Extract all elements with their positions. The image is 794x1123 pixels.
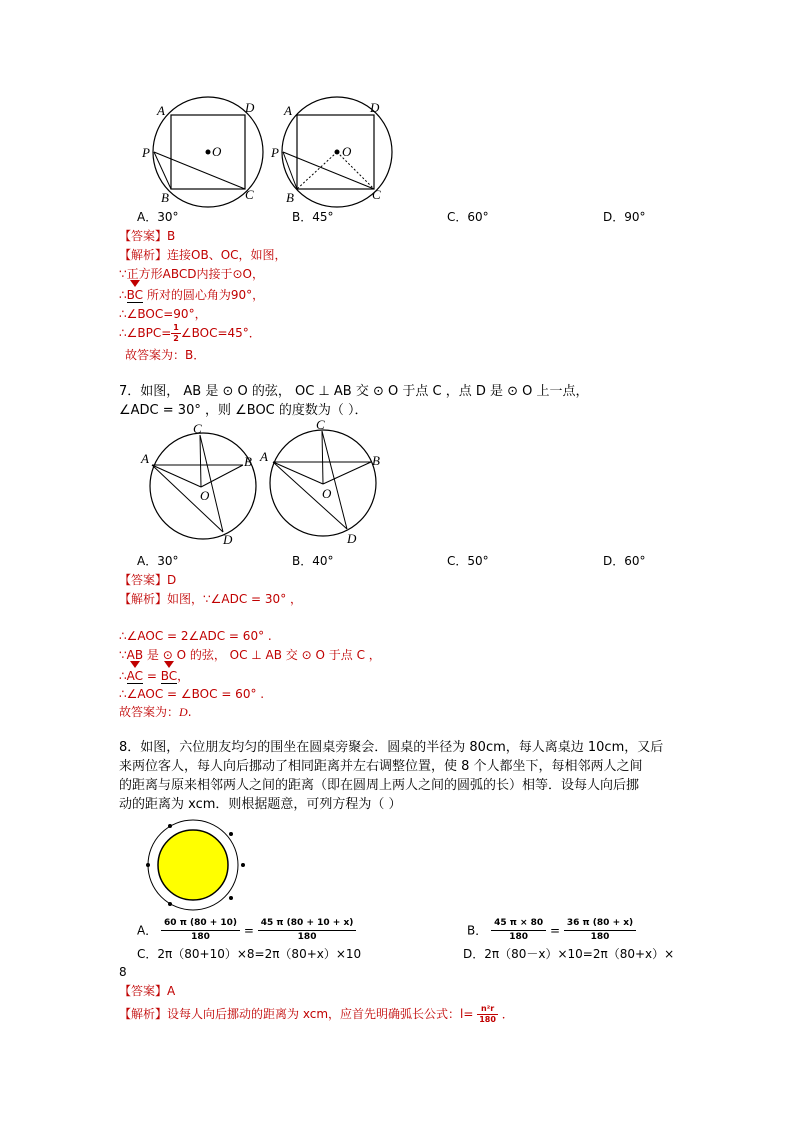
q7-figures xyxy=(138,420,388,550)
seat-dot xyxy=(168,902,172,906)
q7-analysis-line-3: ∵AB 是 ⊙ O 的弦， OC ⊥ AB 交 ⊙ O 于点 C ， xyxy=(119,648,381,662)
label-p: P xyxy=(271,145,279,160)
q6-figures xyxy=(135,95,405,215)
q7-option-b: B．40° xyxy=(292,554,334,568)
q6-analysis-line-5: ∴∠BPC= $\frac{1}{2}$ ∠BOC=45°． xyxy=(119,323,261,343)
analysis-tag: 【解析】 xyxy=(119,248,168,262)
analysis-tag: 【解析】 xyxy=(119,592,168,606)
q8-answer-line xyxy=(119,983,175,999)
q8-option-d-wrap: 8 xyxy=(119,965,127,979)
label-d: D xyxy=(347,531,357,546)
label-o: O xyxy=(322,486,332,501)
segment-ob xyxy=(323,462,371,484)
segment-cd xyxy=(322,431,347,529)
chord-pc xyxy=(154,152,245,189)
seat-dot xyxy=(229,832,233,836)
label-b: B xyxy=(372,453,380,468)
round-table xyxy=(158,830,228,900)
label-d: D xyxy=(370,100,380,115)
label-d: D xyxy=(245,100,255,115)
q7-analysis-line-5: ∴∠AOC = ∠BOC = 60° . xyxy=(119,687,265,701)
arc-length-formula: $\frac{\text{n²r}}{180}$ xyxy=(479,1004,496,1024)
seat-dot xyxy=(229,896,233,900)
q8-option-b: B． $\frac{45 \pi \times 80}{180}$ = $\frac{36 \pi (80 + x)}{180}$ xyxy=(467,917,636,944)
q6-option-a: A．30° xyxy=(137,210,179,224)
fraction: $\frac{36 \pi (80 + x)}{180}$ xyxy=(564,917,636,944)
q7-option-a: A．30° xyxy=(137,554,179,568)
q8-option-a: A． $\frac{60 \pi (80 + 10)}{180}$ = $\frac{45 \pi (80 + 10 + x)}{180}$ xyxy=(137,917,356,944)
q8-stem-line-3: 的距离与原来相邻两人之间的距离（即在圆周上两人之间的圆弧的长）相等．设每人向后挪 xyxy=(119,778,640,793)
q7-option-d: D．60° xyxy=(603,554,646,568)
segment-oc xyxy=(200,435,201,487)
label-p: P xyxy=(142,145,150,160)
segment-ao xyxy=(273,462,323,484)
q8-stem-line-2: 来两位客人，每人向后挪动了相同距离并左右调整位置，使 8 个人都坐下，每相邻两人之间 xyxy=(119,759,643,774)
fraction: $\frac{45 \pi (80 + 10 + x)}{180}$ xyxy=(258,917,357,944)
q8-analysis-line-1: 【解析】设每人向后挪动的距离为 xcm，应首先明确弧长公式：l= $\frac{\text{n²r}}{180}$ ． xyxy=(119,1004,514,1024)
label-a: A xyxy=(260,449,268,464)
label-o: O xyxy=(200,488,210,503)
segment-ob xyxy=(297,152,337,189)
center-dot xyxy=(335,150,340,155)
segment-ad xyxy=(152,465,223,532)
answer-tag: 【答案】 xyxy=(119,229,168,243)
q7-analysis-line-6: 故答案为：D. xyxy=(119,705,192,719)
answer-value: A xyxy=(167,984,176,998)
seat-dot xyxy=(168,824,172,828)
q8-figure xyxy=(138,815,248,915)
label-d: D xyxy=(223,532,233,547)
q6-figure-2 xyxy=(270,97,392,207)
label-c: C xyxy=(245,187,254,202)
q8-stem-line-4: 动的距离为 xcm．则根据题意，可列方程为（ ） xyxy=(119,797,402,812)
segment-ao xyxy=(152,465,201,487)
answer-tag: 【答案】 xyxy=(119,573,168,587)
q7-answer-line xyxy=(119,572,176,588)
arc-bc: BC xyxy=(160,669,178,683)
q8-option-c: C．2π（80+10）×8=2π（80+x）×10 xyxy=(137,947,362,961)
seat-dot xyxy=(146,863,150,867)
segment-cd xyxy=(200,435,223,532)
center-dot xyxy=(206,150,211,155)
q6-analysis-line-4: ∴∠BOC=90°， xyxy=(119,307,207,321)
arc-ac: AC xyxy=(126,669,144,683)
segment-oc xyxy=(322,431,323,484)
q6-option-c: C．60° xyxy=(447,210,489,224)
answer-value: D xyxy=(167,573,177,587)
label-a: A xyxy=(141,451,149,466)
q7-stem-line-2: ∠ADC = 30° ，则 ∠BOC 的度数为（ ）． xyxy=(119,403,368,418)
label-a: A xyxy=(157,103,165,118)
q7-analysis-line-2: ∴∠AOC = 2∠ADC = 60° . xyxy=(119,629,272,643)
q7-stem-line-1: 7．如图， AB 是 ⊙ O 的弦， OC ⊥ AB 交 ⊙ O 于点 C ，点 D 是 ⊙ O 上一点， xyxy=(119,384,589,399)
q7-figure-2 xyxy=(259,420,380,546)
arc-bc: BC xyxy=(126,288,144,302)
label-b: B xyxy=(244,454,252,469)
q6-option-b: B．45° xyxy=(292,210,334,224)
label-c: C xyxy=(372,187,381,202)
q6-figure-1 xyxy=(141,97,263,207)
label-o: O xyxy=(212,144,222,159)
label-b: B xyxy=(161,190,169,205)
q6-option-d: D．90° xyxy=(603,210,646,224)
q6-analysis-line-1: 【解析】连接OB、OC，如图， xyxy=(119,248,287,262)
q6-answer-line xyxy=(119,228,175,244)
q7-analysis-line-4: ∴AC = BC， xyxy=(119,669,190,683)
q8-option-d: D．2π（80－x）×10=2π（80+x）× xyxy=(463,947,675,961)
fraction-half: $\frac{1}{2}$ xyxy=(173,323,179,343)
q6-analysis-line-6: 故答案为：B． xyxy=(125,348,206,362)
q6-analysis-line-3: ∴BC 所对的圆心角为90°， xyxy=(119,288,265,302)
segment-ob xyxy=(201,465,243,487)
label-a: A xyxy=(284,103,292,118)
label-b: B xyxy=(286,190,294,205)
answer-value: B xyxy=(167,229,176,243)
q6-analysis-line-2: ∵正方形ABCD内接于⊙O， xyxy=(119,267,264,281)
q7-option-c: C．50° xyxy=(447,554,489,568)
fraction: $\frac{60 \pi (80 + 10)}{180}$ xyxy=(161,917,240,944)
q7-figure-1 xyxy=(140,421,256,547)
label-o: O xyxy=(342,144,352,159)
analysis-tag: 【解析】 xyxy=(119,1007,168,1021)
q8-stem-line-1: 8．如图，六位朋友均匀的围坐在圆桌旁聚会．圆桌的半径为 80cm，每人离桌边 10cm，又后 xyxy=(119,740,664,755)
fraction: $\frac{45 \pi \times 80}{180}$ xyxy=(491,917,546,944)
label-c: C xyxy=(316,420,325,432)
seat-dot xyxy=(241,863,245,867)
answer-tag: 【答案】 xyxy=(119,984,168,998)
label-c: C xyxy=(193,421,202,436)
q7-analysis-line-1: 【解析】如图，∵∠ADC = 30° ， xyxy=(119,592,303,606)
